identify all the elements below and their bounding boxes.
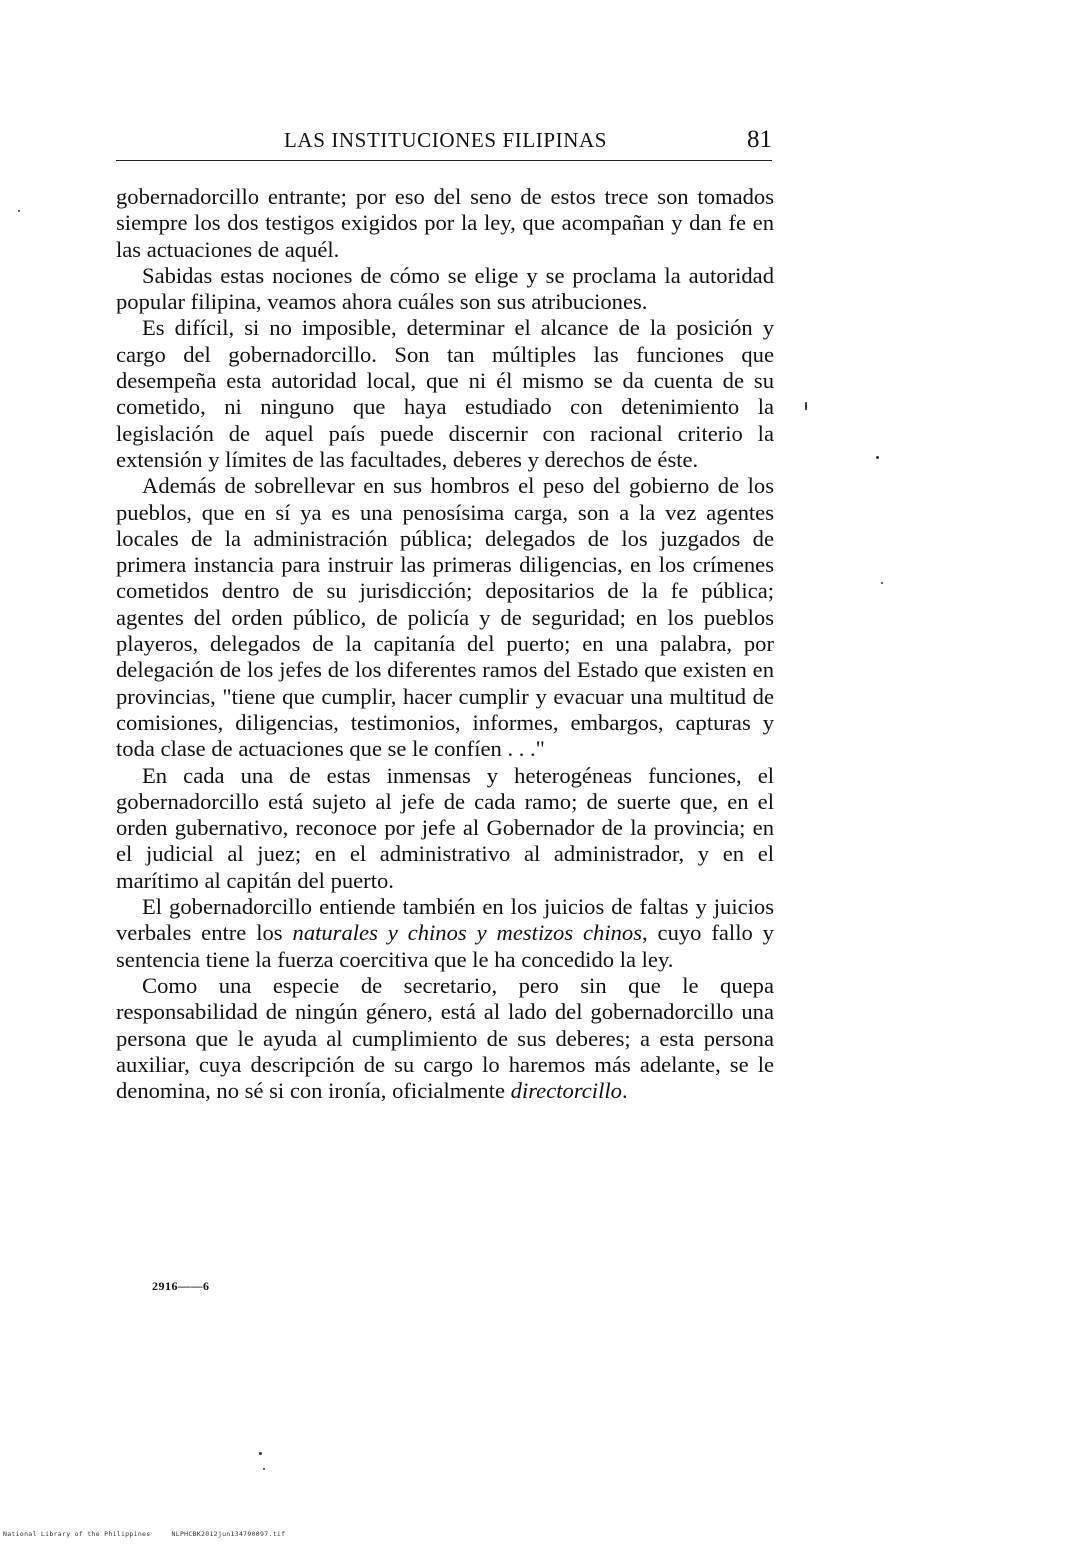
paragraph-7-text-b: . (621, 1078, 628, 1104)
paragraph-1: gobernadorcillo entrante; por eso del seno de estos trece son tomados siempre los dos testigos exigidos por la ley, que acompañan y dan fe en las actuaciones de aquél. (116, 184, 774, 262)
paragraph-2: Sabidas estas nociones de cómo se elige y se proclama la autoridad popular filipina, veamos ahora cuáles son sus atribuciones. (116, 262, 774, 315)
paragraph-6 (116, 894, 774, 973)
page-number: 81 (747, 126, 772, 153)
scan-speck (805, 402, 807, 410)
scan-speck (18, 210, 20, 212)
header-rule (116, 160, 772, 161)
scan-speck (263, 1468, 265, 1470)
paragraph-7-text-a: Como una especie de secretario, pero sin que le quepa responsabilidad de ningún género, está al lado del gobernadorcillo una persona que le ayuda al cumplimiento de sus deberes; a esta persona auxiliar, cuya descripción de su cargo lo haremos más adelante, se le denomina, no sé si con ironía, oficialmente (116, 972, 774, 1104)
paragraph-7 (116, 973, 774, 1104)
paragraph-4: Además de sobrellevar en sus hombros el peso del gobierno de los pueblos, que en sí ya es una penosísima carga, son a la vez agentes locales de la administración pública; delegados de los juzgados de primera instancia para instruir las primeras diligencias, en los crímenes cometidos dentro de su jurisdicción; depositarios de la fe pública; agentes del orden público, de policía y de seguridad; en los pueblos playeros, delegados de la capitanía del puerto; en una palabra, por delegación de los jefes de los diferentes ramos del Estado que existen en provincias, "tiene que cumplir, hacer cumplir y evacuar una multitud de comisiones, diligencias, testimonios, informes, embargos, capturas y toda clase de actuaciones que se le confíen . . ." (116, 473, 774, 762)
body-text (116, 184, 774, 1104)
scan-speck (881, 582, 883, 584)
paragraph-6-italic: naturales y chinos y mestizos chinos (292, 920, 642, 946)
running-title: LAS INSTITUCIONES FILIPINAS (284, 128, 608, 152)
paragraph-5: En cada una de estas inmensas y heterogéneas funciones, el gobernadorcillo está sujeto al jefe de cada ramo; de suerte que, en el orden gubernativo, reconoce por jefe al Gobernador de la provincia; en el judicial al juez; en el administrativo al administrador, y en el marítimo al capitán del puerto. (116, 762, 774, 893)
scan-footer: National Library of the Philippines NLPHCBK2012jun134790097.tif (3, 1530, 286, 1538)
scan-speck (259, 1452, 262, 1455)
scan-speck (876, 456, 879, 459)
running-head (116, 124, 776, 164)
paragraph-3: Es difícil, si no imposible, determinar el alcance de la posición y cargo del gobernadorcillo. Son tan múltiples las funciones que desempeña esta autoridad local, que ni él mismo se da cuenta de su cometido, ni ninguno que haya estudiado con detenimiento la legislación de aquel país puede discernir con racional criterio la extensión y límites de las facultades, deberes y derechos de éste. (116, 315, 774, 472)
paragraph-6-text-a: El gobernadorcillo entiende también en los juicios de faltas y juicios verbales entre los (116, 894, 774, 946)
paragraph-7-italic: directorcillo (510, 1078, 622, 1104)
printer-signature-mark: 2916——6 (152, 1279, 210, 1293)
paragraph-6-text-b: , cuyo fallo y sentencia tiene la fuerza coercitiva que le ha concedido la ley. (116, 920, 774, 972)
